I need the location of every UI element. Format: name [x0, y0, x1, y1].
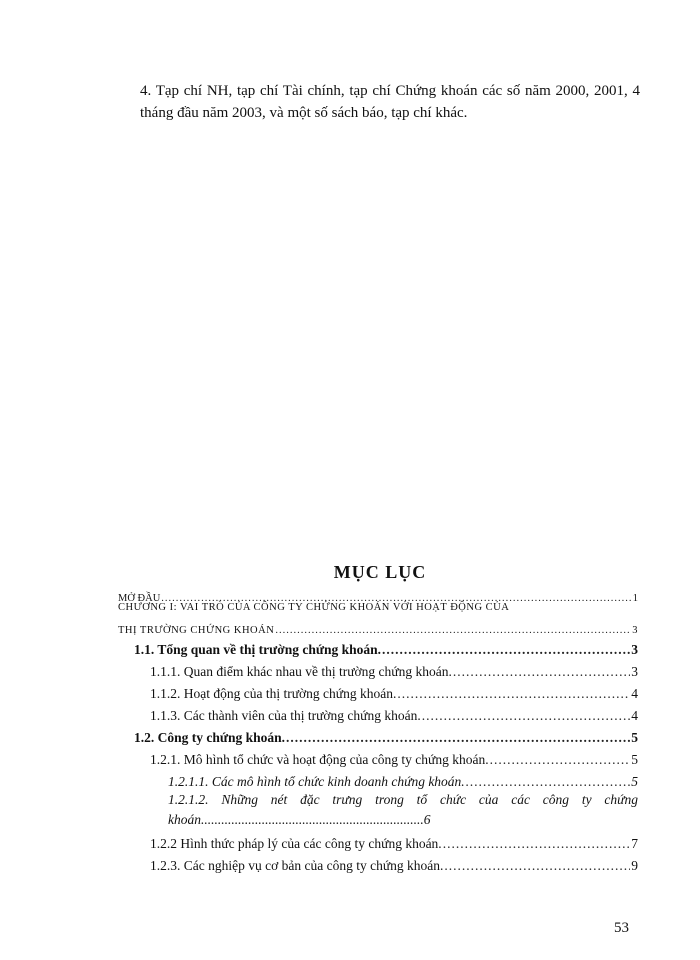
toc-entry-text: 1.2.1. Mô hình tổ chức và hoạt động của công ty chứng khoán. [150, 752, 489, 767]
toc-entry-text: THỊ TRƯỜNG CHỨNG KHOÁN [118, 625, 275, 636]
toc-entry-text: 1.2.2 Hình thức pháp lý của các công ty chứng khoán. [150, 836, 442, 851]
page-number: 53 [614, 920, 629, 936]
toc-leader-dots [397, 686, 630, 702]
toc-leader-dots [490, 752, 631, 768]
toc-entry-page: 3 [631, 664, 638, 679]
toc-leader-dots [466, 774, 631, 790]
toc-entry-1-1-1[interactable] [150, 662, 638, 680]
toc-entry-text: 1.1.3. Các thành viên của thị trường chứng khoán. [150, 708, 421, 723]
toc-entry-text: 1.2. Công ty chứng khoán. [134, 730, 286, 745]
toc-leader-dots: ................................................................. [204, 812, 424, 827]
reference-text: 4. Tạp chí NH, tạp chí Tài chính, tạp chí Chứng khoán các số năm 2000, 2001, 4 tháng đầu năm 2003, và một số sách báo, tạp chí khác. [140, 83, 640, 121]
toc-entry-page: 1 [632, 593, 638, 604]
toc-leader-dots [443, 836, 631, 852]
toc-entry-page: 9 [631, 858, 638, 873]
toc-entry-page: 4 [631, 708, 638, 723]
toc-entry-chapter-1-line-2[interactable] [118, 618, 638, 636]
toc-entry-1-2-1[interactable] [150, 750, 638, 768]
toc-entry-1-1-3[interactable] [150, 706, 638, 724]
toc-entry-page: 3 [631, 642, 638, 657]
toc-entry-page: 5 [631, 752, 638, 767]
toc-entry-page: 6 [423, 812, 431, 827]
toc-title: MỤC LỤC [333, 562, 427, 582]
toc-entry-page: 5 [631, 774, 638, 789]
toc-entry-1-2-3[interactable] [150, 856, 638, 874]
toc-entry-1-2[interactable] [134, 728, 638, 746]
toc-leader-dots [275, 625, 631, 636]
toc-entry-page: 4 [631, 686, 638, 701]
toc-leader-dots [422, 708, 631, 724]
toc-entry-page: 3 [632, 625, 638, 636]
toc-entry-chapter-1-line-1[interactable]: CHƯƠNG I: VAI TRÒ CỦA CÔNG TY CHỨNG KHOÁN VỚI HOẠT ĐỘNG CỦA [118, 602, 510, 613]
toc-entry-text: MỞ ĐẦU [118, 593, 161, 604]
toc-entry-text: 1.1.1. Quan điểm khác nhau về thị trường chứng khoán. [150, 664, 452, 679]
toc-leader-dots [444, 858, 630, 874]
toc-entry-text: 1.2.1.1. Các mô hình tổ chức kinh doanh chứng khoán. [168, 774, 465, 789]
toc-entry-page: 5 [631, 730, 638, 745]
toc-entry-1-1[interactable] [134, 640, 638, 658]
toc-entry-1-2-1-2[interactable] [168, 790, 638, 830]
toc-entry-page: 7 [631, 836, 638, 851]
toc-entry-1-2-1-1[interactable] [168, 772, 638, 790]
reference-paragraph [140, 80, 640, 124]
toc-leader-dots [382, 642, 630, 658]
toc-leader-dots [453, 664, 630, 680]
toc-entry-text: 1.1. Tổng quan về thị trường chứng khoán. [134, 642, 381, 657]
toc-leader-dots [286, 730, 630, 746]
toc-entry-1-1-2[interactable] [150, 684, 638, 702]
toc-entry-text: 1.2.1.2. Những nét đặc trưng trong tổ chức của các công ty chứng khoán. [168, 792, 638, 827]
toc-entry-text: 1.2.3. Các nghiệp vụ cơ bản của công ty chứng khoán. [150, 858, 444, 873]
toc-entry-1-2-2[interactable] [150, 834, 638, 852]
toc-entry-text: 1.1.2. Hoạt động của thị trường chứng khoán. [150, 686, 397, 701]
